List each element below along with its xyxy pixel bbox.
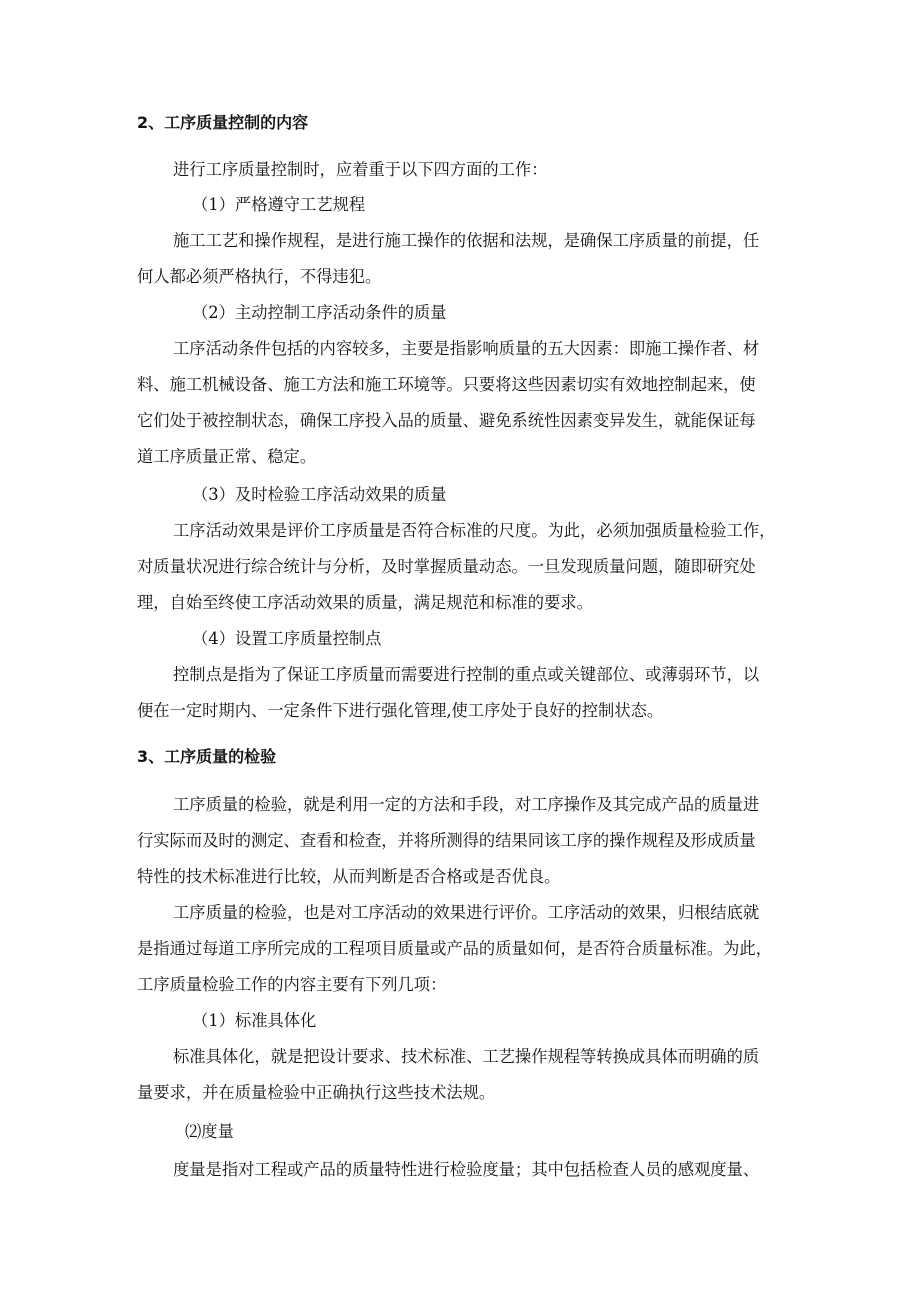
section-3-para-1-line-2: 行实际而及时的测定、查看和检查，并将所测得的结果同该工序的操作规程及形成质量 (137, 831, 756, 850)
item-3-2-title: ⑵度量 (185, 1122, 234, 1141)
item-3-1-line-2: 量要求，并在质量检验中正确执行这些技术法规。 (137, 1083, 496, 1102)
section-3-para-2-line-3: 工序质量检验工作的内容主要有下列几项： (137, 975, 447, 994)
item-2-1-line-2: 何人都必须严格执行，不得违犯。 (137, 267, 382, 286)
section-3-heading: 3、工序质量的检验 (137, 747, 277, 766)
section-3-para-2-line-2: 是指通过每道工序所完成的工程项目质量或产品的质量如何，是否符合质量标准。为此， (137, 939, 772, 958)
item-2-4-title: （4）设置工序质量控制点 (192, 629, 382, 648)
item-2-3-title: （3）及时检验工序活动效果的质量 (192, 485, 447, 504)
item-3-1-title: （1）标准具体化 (192, 1011, 317, 1030)
section-2-heading: 2、工序质量控制的内容 (137, 113, 309, 132)
item-2-4-line-1: 控制点是指为了保证工序质量而需要进行控制的重点或关键部位、或薄弱环节，以 (173, 665, 760, 684)
item-2-3-line-3: 理，自始至终使工序活动效果的质量，满足规范和标准的要求。 (137, 593, 593, 612)
item-2-2-line-3: 它们处于被控制状态，确保工序投入品的质量、避免系统性因素变异发生，就能保证每 (137, 411, 756, 430)
section-2-intro: 进行工序质量控制时，应着重于以下四方面的工作： (173, 160, 548, 179)
item-2-3-line-2: 对质量状况进行综合统计与分析，及时掌握质量动态。一旦发现质量问题，随即研究处 (137, 557, 756, 576)
item-3-1-line-1: 标准具体化，就是把设计要求、技术标准、工艺操作规程等转换成具体而明确的质 (173, 1047, 760, 1066)
item-2-2-line-2: 料、施工机械设备、施工方法和施工环境等。只要将这些因素切实有效地控制起来，使 (137, 375, 756, 394)
item-2-3-line-1: 工序活动效果是评价工序质量是否符合标准的尺度。为此，必须加强质量检验工作， (173, 521, 776, 540)
section-3-para-1-line-1: 工序质量的检验，就是利用一定的方法和手段，对工序操作及其完成产品的质量进 (173, 795, 760, 814)
item-2-2-line-1: 工序活动条件包括的内容较多，主要是指影响质量的五大因素：即施工操作者、材 (173, 339, 760, 358)
item-2-2-line-4: 道工序质量正常、稳定。 (137, 447, 317, 466)
item-2-1-title: （1）严格遵守工艺规程 (192, 195, 366, 214)
item-3-2-line-1: 度量是指对工程或产品的质量特性进行检验度量；其中包括检查人员的感观度量、 (173, 1160, 760, 1179)
item-2-1-line-1: 施工工艺和操作规程，是进行施工操作的依据和法规，是确保工序质量的前提，任 (173, 231, 760, 250)
section-3-para-1-line-3: 特性的技术标准进行比较，从而判断是否合格或是否优良。 (137, 867, 561, 886)
item-2-4-line-2: 便在一定时期内、一定条件下进行强化管理,使工序处于良好的控制状态。 (137, 701, 664, 720)
item-2-2-title: （2）主动控制工序活动条件的质量 (192, 303, 447, 322)
section-3-para-2-line-1: 工序质量的检验，也是对工序活动的效果进行评价。工序活动的效果，归根结底就 (173, 903, 760, 922)
